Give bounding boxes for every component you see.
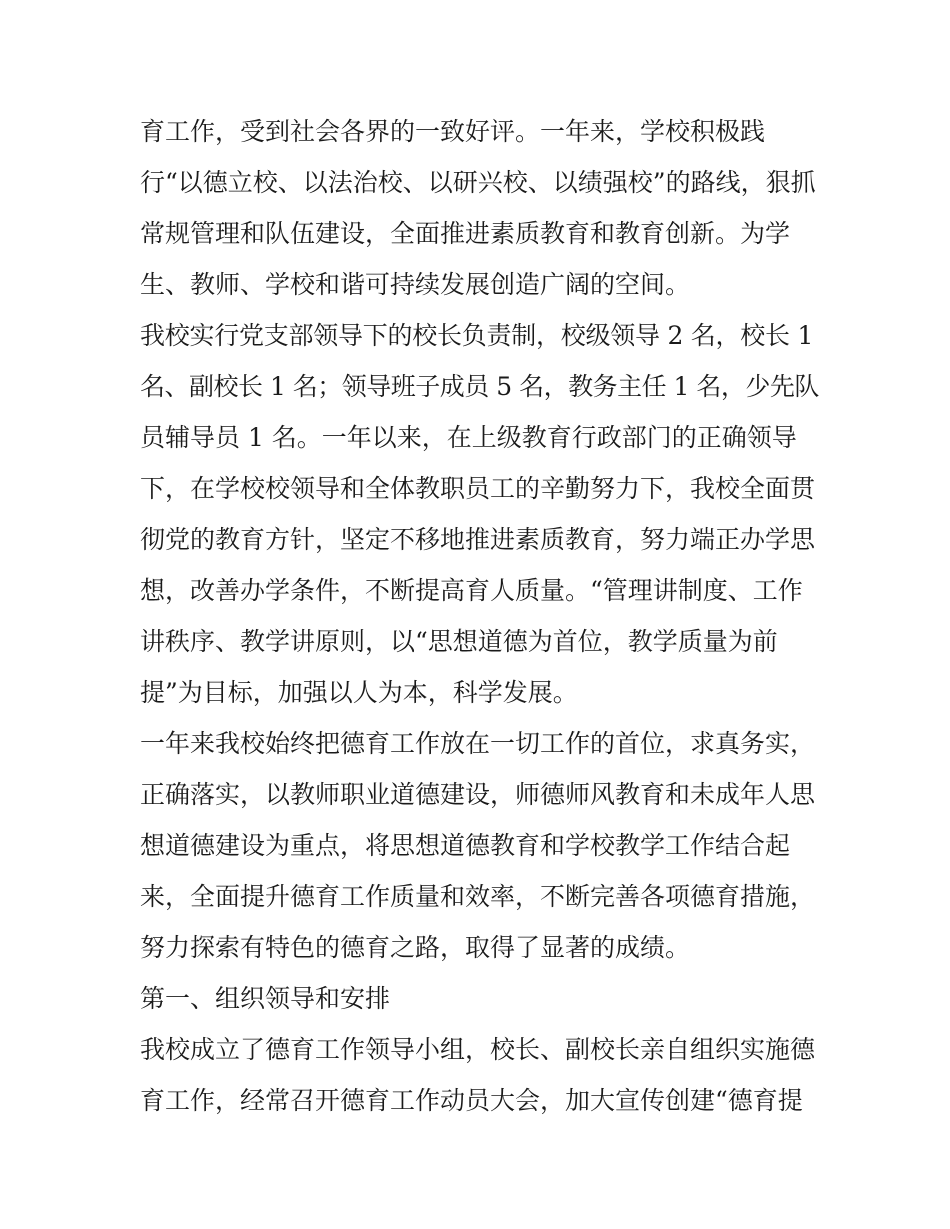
section-heading: 第一、组织领导和安排 <box>140 984 391 1013</box>
text-line: 行“以德立校、以法治校、以研兴校、以绩强校”的路线，狠抓 <box>140 168 816 197</box>
text-line: 想道德建设为重点，将思想道德教育和学校教学工作结合起 <box>140 831 791 860</box>
text-line: 常规管理和队伍建设，全面推进素质教育和教育创新。为学 <box>140 219 791 248</box>
document-body <box>140 106 820 1126</box>
text-line: 育工作，经常召开德育工作动员大会，加大宣传创建“德育提 <box>140 1086 803 1115</box>
text-line: 一年来我校始终把德育工作放在一切工作的首位，求真务实， <box>140 729 816 758</box>
text-line: 提”为目标，加强以人为本，科学发展。 <box>140 678 578 707</box>
text-line: 育工作，受到社会各界的一致好评。一年来，学校积极践 <box>140 117 766 146</box>
text-line: 讲秩序、教学讲原则，以“思想道德为首位，教学质量为前 <box>140 627 778 656</box>
text-line: 想，改善办学条件，不断提高育人质量。“管理讲制度、工作 <box>140 576 803 605</box>
text-line: 彻党的教育方针，坚定不移地推进素质教育，努力端正办学思 <box>140 525 816 554</box>
text-line: 员辅导员 1 名。一年以来，在上级教育行政部门的正确领导 <box>140 423 797 452</box>
text-line: 下，在学校校领导和全体教职员工的辛勤努力下，我校全面贯 <box>140 474 816 503</box>
text-line: 名、副校长 1 名；领导班子成员 5 名，教务主任 1 名，少先队 <box>140 372 819 401</box>
text-line: 来，全面提升德育工作质量和效率，不断完善各项德育措施， <box>140 882 816 911</box>
text-line: 努力探索有特色的德育之路，取得了显著的成绩。 <box>140 933 691 962</box>
text-line: 我校成立了德育工作领导小组，校长、副校长亲自组织实施德 <box>140 1035 816 1064</box>
text-line: 正确落实，以教师职业道德建设，师德师风教育和未成年人思 <box>140 780 816 809</box>
text-line: 生、教师、学校和谐可持续发展创造广阔的空间。 <box>140 270 691 299</box>
text-line: 我校实行党支部领导下的校长负责制，校级领导 2 名，校长 1 <box>140 321 814 350</box>
